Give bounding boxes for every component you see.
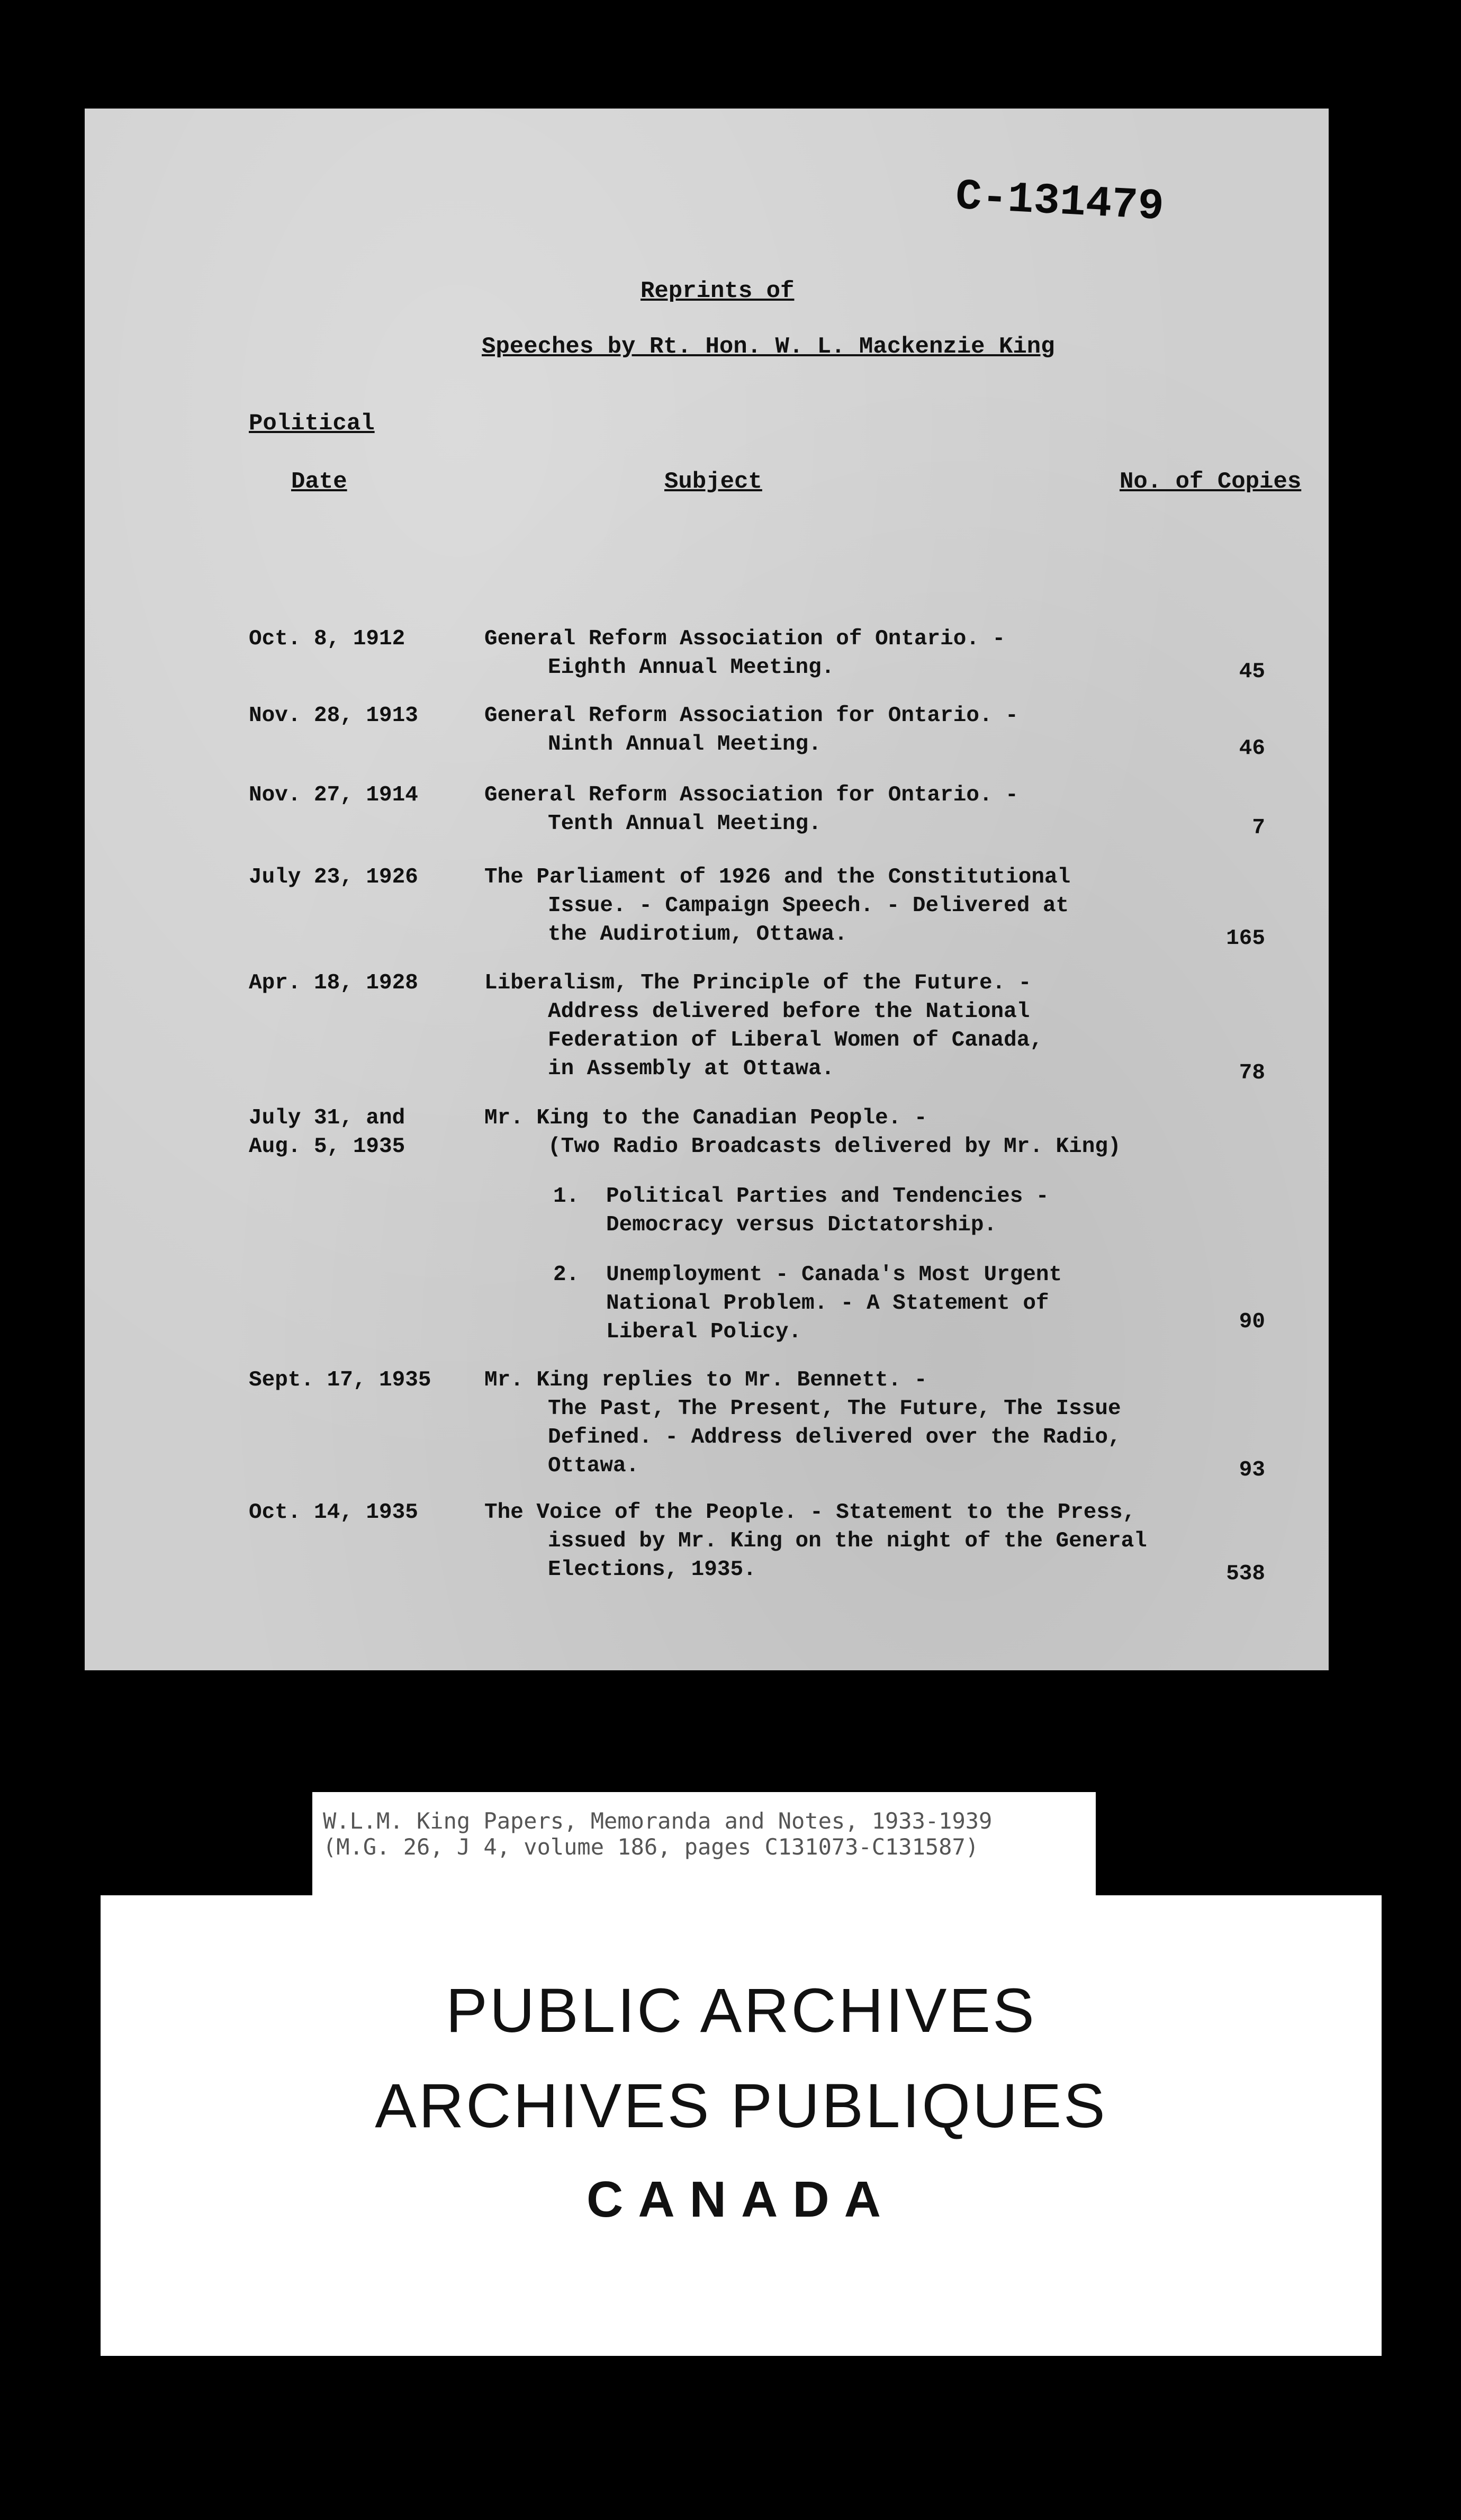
- sub-item-number: 1.: [553, 1184, 580, 1209]
- document-page: [85, 109, 1329, 1670]
- subject-line: Ninth Annual Meeting.: [548, 732, 822, 757]
- entry-copies: 78: [1239, 1061, 1265, 1085]
- column-header-date: Date: [291, 469, 347, 495]
- entry-date: Sept. 17, 1935: [249, 1368, 431, 1392]
- label-line-2: (M.G. 26, J 4, volume 186, pages C131073-C131587): [323, 1834, 979, 1860]
- sub-item-line: Democracy versus Dictatorship.: [606, 1213, 997, 1237]
- entry-date: Oct. 8, 1912: [249, 627, 405, 651]
- archives-card: [101, 1895, 1382, 2356]
- subject-line: Issue. - Campaign Speech. - Delivered at: [548, 894, 1069, 918]
- title-line-2: Speeches by Rt. Hon. W. L. Mackenzie King: [482, 334, 1055, 360]
- subject-line: The Past, The Present, The Future, The Issue: [548, 1397, 1121, 1421]
- entry-subject: [484, 1366, 1146, 1480]
- entry-date: Nov. 27, 1914: [249, 783, 418, 807]
- entry-copies: 165: [1226, 926, 1265, 951]
- entry-date: Nov. 28, 1913: [249, 704, 418, 728]
- subject-line: Address delivered before the National: [548, 1000, 1030, 1024]
- entry-date: Apr. 18, 1928: [249, 971, 418, 995]
- subject-line: issued by Mr. King on the night of the General: [548, 1529, 1147, 1553]
- subject-line: Mr. King replies to Mr. Bennett. -: [484, 1368, 927, 1392]
- entry-copies: 538: [1226, 1562, 1265, 1586]
- sub-item-number: 2.: [553, 1263, 580, 1287]
- entry-date: Oct. 14, 1935: [249, 1500, 418, 1525]
- reference-number: C-131479: [954, 172, 1165, 232]
- subject-line: General Reform Association for Ontario. -: [484, 704, 1018, 728]
- subject-line: Eighth Annual Meeting.: [548, 655, 835, 680]
- entry-copies: 46: [1239, 736, 1265, 761]
- column-header-copies: No. of Copies: [1120, 469, 1302, 495]
- archive-reference-label: [312, 1792, 1096, 1898]
- sub-item-line: Political Parties and Tendencies -: [606, 1184, 1049, 1209]
- subject-line: Tenth Annual Meeting.: [548, 812, 822, 836]
- subject-line: in Assembly at Ottawa.: [548, 1057, 835, 1081]
- entry-copies: 90: [1239, 1310, 1265, 1334]
- entry-subject: [484, 625, 1146, 682]
- entry-subject: [484, 701, 1146, 759]
- archives-line-2: ARCHIVES PUBLIQUES: [375, 2071, 1107, 2141]
- subject-line: The Voice of the People. - Statement to the Press,: [484, 1500, 1136, 1525]
- section-heading: Political: [249, 410, 375, 437]
- subject-line: Mr. King to the Canadian People. -: [484, 1106, 927, 1130]
- label-line-1: W.L.M. King Papers, Memoranda and Notes, 1933-1939: [323, 1808, 993, 1834]
- archives-line-1: PUBLIC ARCHIVES: [446, 1976, 1036, 2046]
- sub-broadcast-item: [484, 1261, 1146, 1346]
- subject-line: (Two Radio Broadcasts delivered by Mr. King): [548, 1135, 1121, 1159]
- sub-item-line: National Problem. - A Statement of: [606, 1291, 1049, 1316]
- entry-subject: [484, 781, 1146, 838]
- entry-date: July 23, 1926: [249, 865, 418, 889]
- entry-subject: [484, 863, 1146, 949]
- subject-line: Liberalism, The Principle of the Future. -: [484, 971, 1032, 995]
- sub-item-line: Liberal Policy.: [606, 1320, 802, 1344]
- subject-line: General Reform Association for Ontario. -: [484, 783, 1018, 807]
- sub-item-line: Unemployment - Canada's Most Urgent: [606, 1263, 1062, 1287]
- subject-line: Defined. - Address delivered over the Radio,: [548, 1425, 1121, 1450]
- subject-line: Federation of Liberal Women of Canada,: [548, 1028, 1043, 1052]
- subject-line: Ottawa.: [548, 1454, 639, 1478]
- title-line-1: Reprints of: [641, 278, 795, 304]
- entry-subject: [484, 1498, 1146, 1584]
- column-header-subject: Subject: [664, 469, 762, 495]
- entry-subject: [484, 969, 1146, 1083]
- archives-line-3: CANADA: [587, 2171, 896, 2228]
- entry-subject: [484, 1104, 1146, 1346]
- subject-line: General Reform Association of Ontario. -: [484, 627, 1006, 651]
- subject-line: Elections, 1935.: [548, 1558, 756, 1582]
- entry-copies: 93: [1239, 1458, 1265, 1482]
- entry-date: July 31, and Aug. 5, 1935: [249, 1106, 405, 1159]
- sub-broadcast-item: [484, 1182, 1146, 1239]
- entry-copies: 45: [1239, 660, 1265, 684]
- entry-copies: 7: [1252, 816, 1265, 840]
- subject-line: The Parliament of 1926 and the Constitutional: [484, 865, 1071, 889]
- subject-line: the Audirotium, Ottawa.: [548, 922, 847, 947]
